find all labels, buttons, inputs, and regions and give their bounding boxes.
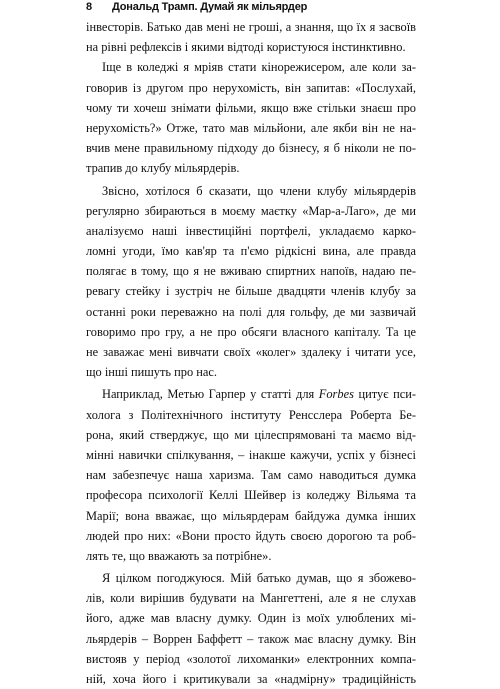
page-number: 8 bbox=[86, 1, 93, 13]
text-line: говорив із другом про нерухомість, він запитав: «Послухай, bbox=[86, 80, 416, 95]
text-line: холога з Політехнічного інституту Ренсслера Роберта Бе- bbox=[86, 407, 416, 422]
text-line: Іще в коледжі я мріяв стати кінорежисером, але коли за- bbox=[102, 60, 416, 75]
text-line: ній, хоча його і критикували за «надмірну» традиційність bbox=[86, 672, 416, 686]
text-line: вистояв у період «золотої лихоманки» електронних компа- bbox=[86, 651, 416, 666]
text-line: ревагу стейку і зустріч не більше двадцяти членів клубу за bbox=[86, 284, 416, 299]
text-line: льярдерів – Воррен Баффетт – також має власну думку. Він bbox=[86, 631, 416, 646]
text-line: трапив до клубу мільярдерів. bbox=[86, 161, 240, 176]
magazine-name: Forbes bbox=[318, 387, 354, 402]
text-line: мінні навички спілкування, – інакше кажучи, успіх у бізнесі bbox=[86, 447, 416, 462]
text-line: людей про них: «Вони просто йдуть своєю дорогою та роб- bbox=[86, 528, 416, 543]
text-line: полягає в тому, що я не вживаю спиртних напоїв, надаю пе- bbox=[86, 264, 416, 279]
text-line: Марії; вона вважає, що мільярдерам байдужа думка інших bbox=[86, 508, 416, 523]
text-line: регулярно збираються в моєму маєтку «Мар-а-Лаго», де ми bbox=[86, 203, 416, 218]
text-line: ломні угоди, їмо кав'яр та п'ємо рідкісні вина, але правда bbox=[86, 244, 416, 259]
body-text bbox=[86, 17, 416, 689]
text-line: аналізуємо наші інвестиційні портфелі, укладаємо карко- bbox=[86, 223, 416, 238]
text-line: нам забезпечує наша харизма. Там само наводиться думка bbox=[86, 468, 416, 483]
text-line: лять те, що вважають за потрібне». bbox=[86, 548, 272, 563]
text-line: Я цілком погоджуюся. Мій батько думав, що я збожево- bbox=[102, 571, 416, 586]
text-line: лів, коли вирішив будувати на Мангеттені, але я не слухав bbox=[86, 591, 416, 606]
text-line: останні роки переважно на полі для гольфу, де ми зазвичай bbox=[86, 304, 416, 319]
text-line: не заважає мені вивчати своїх «колег» здалеку і читати усе, bbox=[86, 345, 416, 359]
text-line: вчив мене правильному підходу до бізнесу, я б ніколи не по- bbox=[86, 141, 416, 156]
text-line: говоримо про гру, а не про обсяги власного капіталу. Та це bbox=[86, 324, 416, 339]
text-line: Звісно, хотілося б сказати, що члени клубу мільярдерів bbox=[102, 183, 416, 198]
text-line: нерухомість?» Отже, тато мав мільйони, але якби він не на- bbox=[86, 120, 416, 135]
text-line: що інші пишуть про нас. bbox=[86, 365, 217, 380]
text-line: чому ти хочеш знімати фільми, якщо вже стільки знаєш про bbox=[86, 100, 416, 115]
text-line: інвесторів. Батько дав мені не гроші, а знання, що їх я засвоїв bbox=[86, 20, 416, 34]
text-line: рона, який стверджує, що ми цілеспрямовані та маємо від- bbox=[86, 427, 416, 442]
running-header bbox=[86, 0, 416, 14]
text-line: Наприклад, Метью Гарпер у статті для Forbes цитує пси- bbox=[102, 387, 416, 402]
text-line: професора психології Келлі Шейвер із коледжу Вільяма та bbox=[86, 488, 416, 503]
book-title: Дональд Трамп. Думай як мільярдер bbox=[112, 1, 308, 13]
text-line: його, адже мав власну думку. Один із моїх улюблених мі- bbox=[86, 611, 416, 626]
text-line: на рівні рефлексів і якими відтоді користуюся інстинктивно. bbox=[86, 40, 406, 55]
